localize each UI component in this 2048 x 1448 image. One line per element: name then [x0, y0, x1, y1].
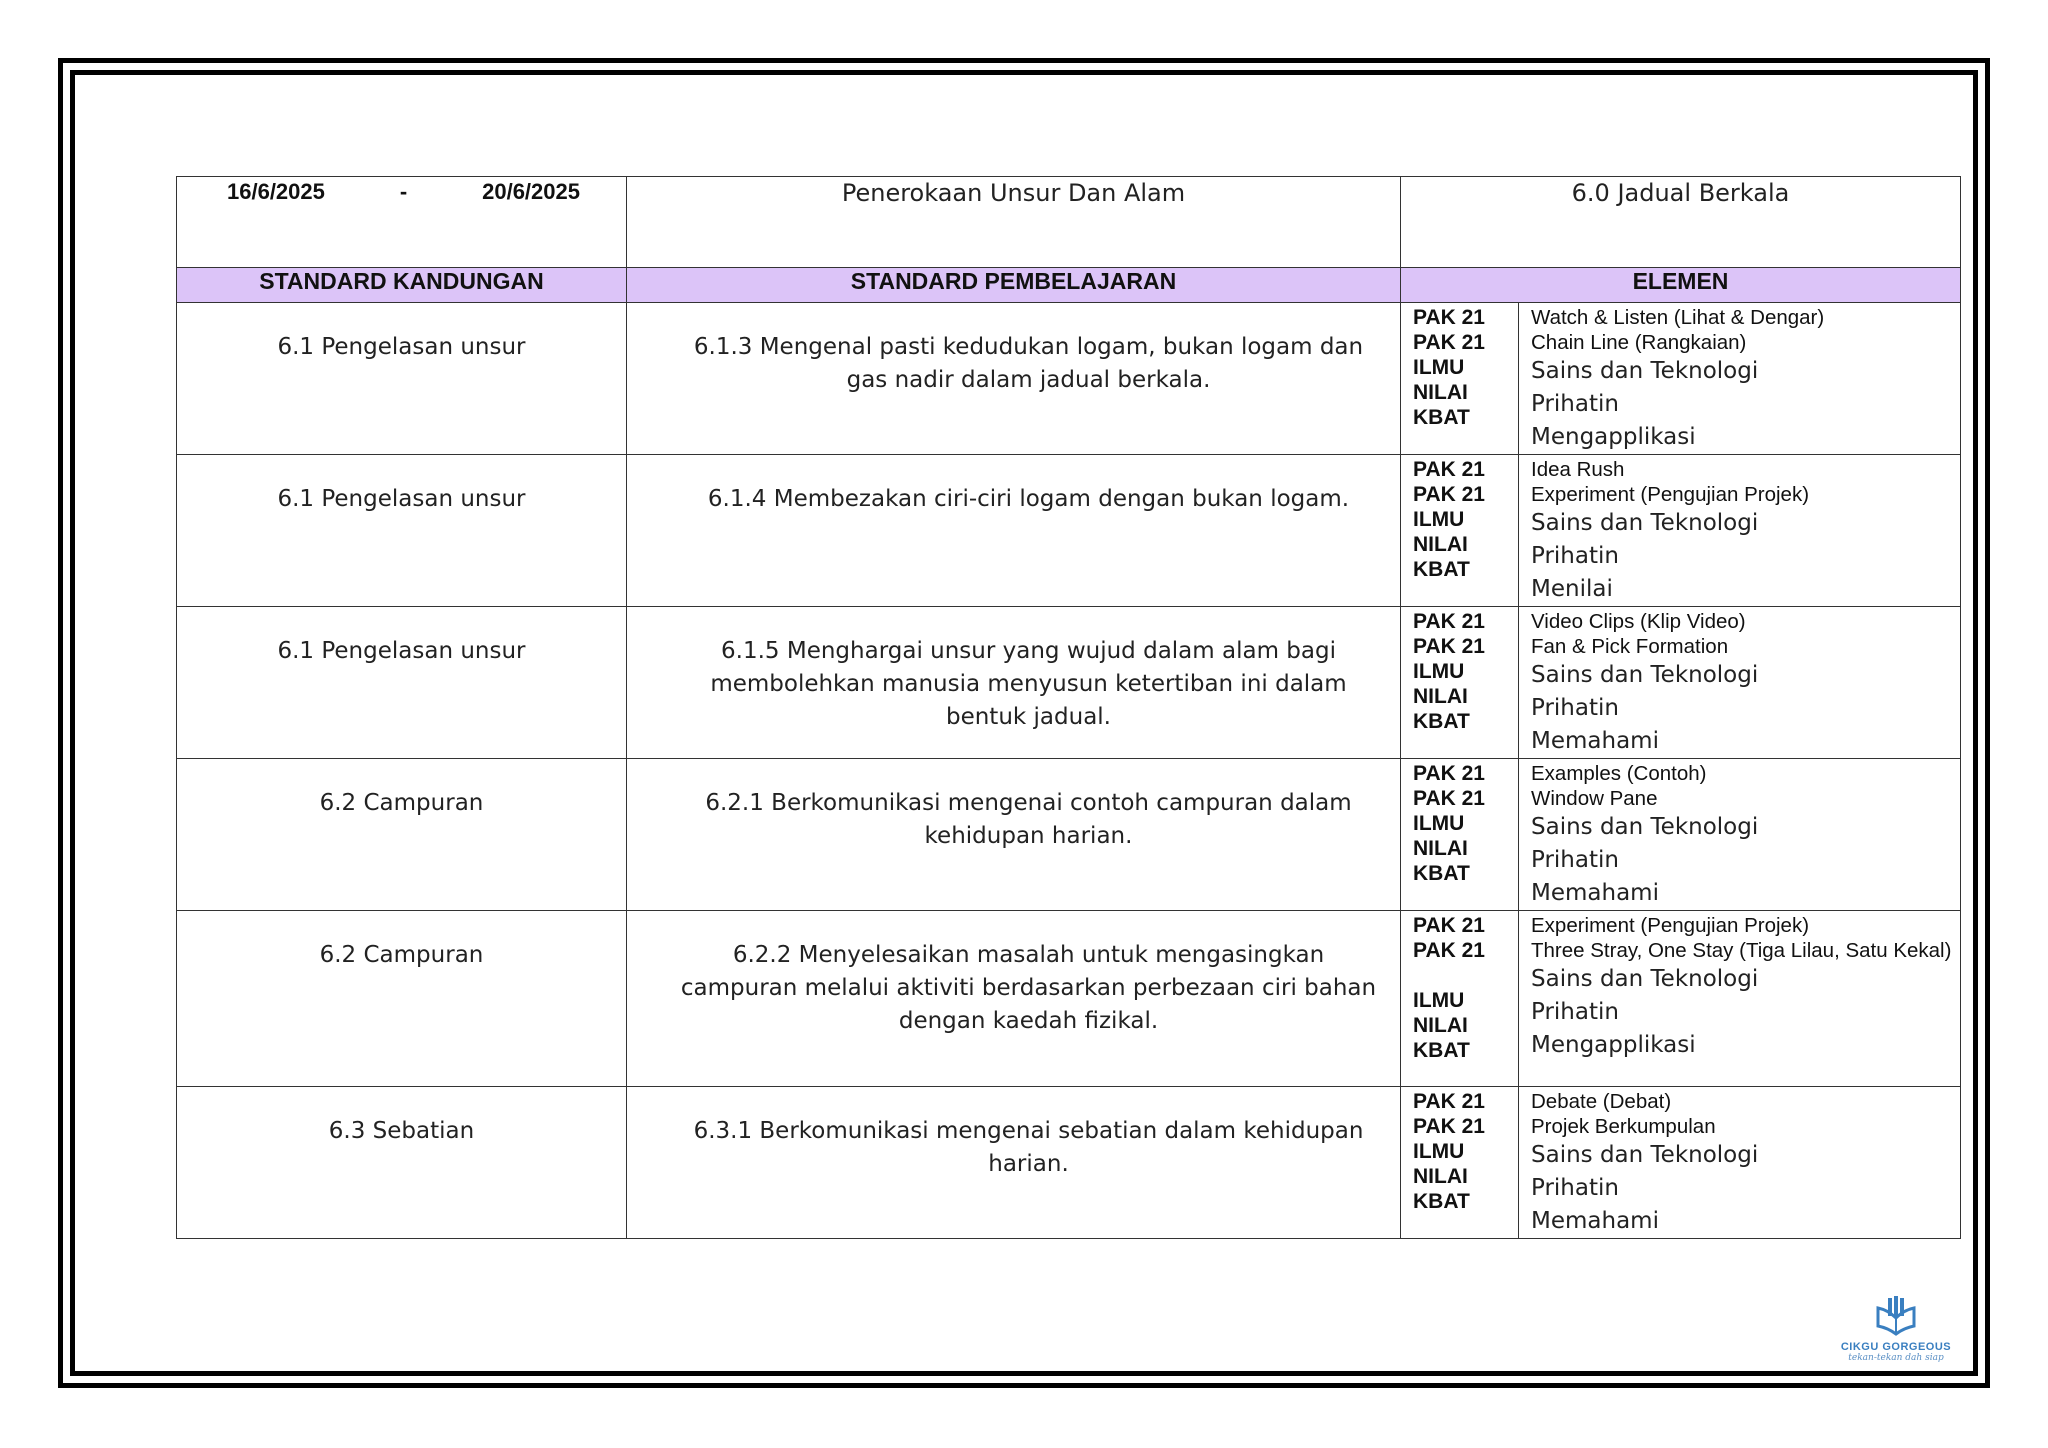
- kbat-value: Memahami: [1531, 728, 1659, 754]
- standard-pembelajaran: 6.2.2 Menyelesaikan masalah untuk mengasingkan campuran melalui aktiviti berdasarkan perbezaan ciri bahan dengan kaedah fizikal.: [680, 942, 1377, 1034]
- element-tags: [1401, 455, 1518, 582]
- element-tag: KBAT: [1413, 558, 1470, 581]
- nilai-value: Prihatin: [1531, 695, 1619, 721]
- header-row: [177, 177, 1961, 268]
- element-tag: NILAI: [1413, 381, 1468, 404]
- nilai-value: Prihatin: [1531, 847, 1619, 873]
- element-tag: NILAI: [1413, 685, 1468, 708]
- ilmu-value: Sains dan Teknologi: [1531, 358, 1759, 384]
- kbat-value: Memahami: [1531, 1208, 1659, 1234]
- logo-tagline: tekan-tekan dah siap: [1848, 1353, 1944, 1363]
- element-tag: PAK 21: [1413, 635, 1485, 658]
- element-tag: ILMU: [1413, 989, 1465, 1012]
- pak21-activity-2: Experiment (Pengujian Projek): [1531, 483, 1810, 506]
- element-tag: NILAI: [1413, 533, 1468, 556]
- element-values: [1519, 1087, 1960, 1238]
- element-tag: PAK 21: [1413, 1090, 1485, 1113]
- kbat-value: Mengapplikasi: [1531, 424, 1696, 450]
- standard-pembelajaran: 6.1.4 Membezakan ciri-ciri logam dengan bukan logam.: [707, 486, 1350, 512]
- element-tag: PAK 21: [1413, 610, 1485, 633]
- col-header-elemen: ELEMEN: [1401, 268, 1961, 303]
- standard-pembelajaran: 6.2.1 Berkomunikasi mengenai contoh campuran dalam kehidupan harian.: [705, 790, 1352, 849]
- pak21-activity-2: Three Stray, One Stay (Tiga Lilau, Satu Kekal): [1531, 939, 1952, 962]
- element-tag: NILAI: [1413, 1165, 1468, 1188]
- element-tag: KBAT: [1413, 710, 1470, 733]
- col-header-sp: STANDARD PEMBELAJARAN: [627, 268, 1401, 303]
- element-tag: PAK 21: [1413, 1115, 1485, 1138]
- element-tag: ILMU: [1413, 812, 1465, 835]
- ilmu-value: Sains dan Teknologi: [1531, 814, 1759, 840]
- element-tags: [1401, 607, 1518, 734]
- table-row: [177, 455, 1961, 607]
- standard-kandungan: 6.2 Campuran: [319, 942, 484, 968]
- pak21-activity-2: Projek Berkumpulan: [1531, 1115, 1716, 1138]
- brand-logo: [1836, 1296, 1956, 1363]
- date-separator: -: [399, 179, 408, 204]
- element-values: [1519, 911, 1960, 1062]
- standard-kandungan: 6.1 Pengelasan unsur: [277, 334, 526, 360]
- logo-name: CIKGU GORGEOUS: [1840, 1341, 1952, 1353]
- standard-kandungan: 6.3 Sebatian: [328, 1118, 475, 1144]
- table-row: [177, 911, 1961, 1087]
- standard-pembelajaran: 6.1.3 Mengenal pasti kedudukan logam, bukan logam dan gas nadir dalam jadual berkala.: [693, 334, 1364, 393]
- element-tags: [1401, 759, 1518, 886]
- book-icon: [1874, 1296, 1918, 1336]
- date-end: 20/6/2025: [482, 179, 580, 204]
- element-tag: KBAT: [1413, 862, 1470, 885]
- nilai-value: Prihatin: [1531, 391, 1619, 417]
- col-header-sk: STANDARD KANDUNGAN: [177, 268, 627, 303]
- pak21-activity-1: Idea Rush: [1531, 458, 1625, 481]
- element-tag: PAK 21: [1413, 458, 1485, 481]
- table-row: [177, 759, 1961, 911]
- unit-title: 6.0 Jadual Berkala: [1571, 179, 1790, 207]
- nilai-value: Prihatin: [1531, 1175, 1619, 1201]
- unit-cell: [1401, 177, 1961, 268]
- tag-spacer: [1413, 963, 1518, 988]
- ilmu-value: Sains dan Teknologi: [1531, 510, 1759, 536]
- element-tag: PAK 21: [1413, 914, 1485, 937]
- table-row: [177, 607, 1961, 759]
- element-tag: KBAT: [1413, 1190, 1470, 1213]
- nilai-value: Prihatin: [1531, 999, 1619, 1025]
- standard-pembelajaran: 6.3.1 Berkomunikasi mengenai sebatian dalam kehidupan harian.: [693, 1118, 1364, 1177]
- pak21-activity-2: Fan & Pick Formation: [1531, 635, 1729, 658]
- element-tags: [1401, 1087, 1518, 1214]
- pak21-activity-2: Chain Line (Rangkaian): [1531, 331, 1747, 354]
- ilmu-value: Sains dan Teknologi: [1531, 1142, 1759, 1168]
- element-tag: ILMU: [1413, 508, 1465, 531]
- element-tags: [1401, 303, 1518, 430]
- kbat-value: Mengapplikasi: [1531, 1032, 1696, 1058]
- element-tag: PAK 21: [1413, 939, 1485, 962]
- element-tag: PAK 21: [1413, 483, 1485, 506]
- ilmu-value: Sains dan Teknologi: [1531, 966, 1759, 992]
- element-values: [1519, 455, 1960, 606]
- theme-title: Penerokaan Unsur Dan Alam: [841, 179, 1186, 207]
- ilmu-value: Sains dan Teknologi: [1531, 662, 1759, 688]
- element-tag: PAK 21: [1413, 787, 1485, 810]
- theme-cell: [627, 177, 1401, 268]
- standard-kandungan: 6.2 Campuran: [319, 790, 484, 816]
- pak21-activity-1: Video Clips (Klip Video): [1531, 610, 1746, 633]
- pak21-activity-1: Watch & Listen (Lihat & Dengar): [1531, 306, 1825, 329]
- element-tag: ILMU: [1413, 1140, 1465, 1163]
- kbat-value: Memahami: [1531, 880, 1659, 906]
- element-tag: ILMU: [1413, 356, 1465, 379]
- element-values: [1519, 759, 1960, 910]
- element-tags: [1401, 911, 1518, 1063]
- date-start: 16/6/2025: [227, 179, 325, 204]
- pak21-activity-2: Window Pane: [1531, 787, 1658, 810]
- standard-kandungan: 6.1 Pengelasan unsur: [277, 638, 526, 664]
- standard-pembelajaran: 6.1.5 Menghargai unsur yang wujud dalam alam bagi membolehkan manusia menyusun ketertiban ini dalam bentuk jadual.: [710, 638, 1347, 730]
- standard-kandungan: 6.1 Pengelasan unsur: [277, 486, 526, 512]
- element-tag: PAK 21: [1413, 306, 1485, 329]
- pak21-activity-1: Examples (Contoh): [1531, 762, 1707, 785]
- element-tag: PAK 21: [1413, 331, 1485, 354]
- element-tag: NILAI: [1413, 837, 1468, 860]
- date-cell: [177, 177, 627, 268]
- element-tag: NILAI: [1413, 1014, 1468, 1037]
- nilai-value: Prihatin: [1531, 543, 1619, 569]
- element-tag: ILMU: [1413, 660, 1465, 683]
- table-row: [177, 303, 1961, 455]
- element-values: [1519, 607, 1960, 758]
- element-values: [1519, 303, 1960, 454]
- element-tag: KBAT: [1413, 406, 1470, 429]
- table-row: [177, 1087, 1961, 1239]
- column-header-row: [177, 268, 1961, 303]
- pak21-activity-1: Debate (Debat): [1531, 1090, 1672, 1113]
- element-tag: PAK 21: [1413, 762, 1485, 785]
- kbat-value: Menilai: [1531, 576, 1613, 602]
- lesson-plan-table: [176, 176, 1961, 1239]
- element-tag: KBAT: [1413, 1039, 1470, 1062]
- pak21-activity-1: Experiment (Pengujian Projek): [1531, 914, 1810, 937]
